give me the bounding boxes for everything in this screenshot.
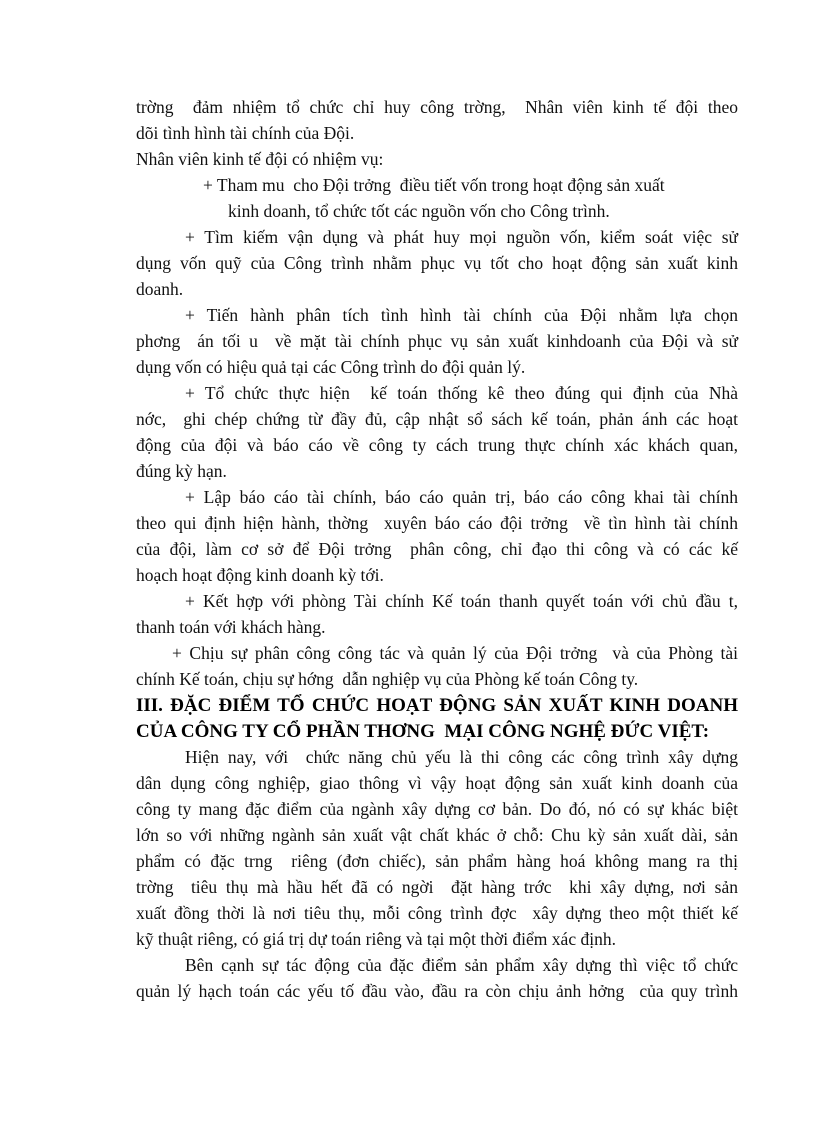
paragraph-line: Hiện nay, với chức năng chủ yếu là thi công các công trình xây dựng [185,747,738,767]
duty-line: đúng kỳ hạn. [136,461,227,481]
duty-line: + Tham mu cho Đội trởng điều tiết vốn trong hoạt động sản xuất [203,175,665,195]
duty-line: doanh. [136,279,184,299]
section-heading: CỦA CÔNG TY CỔ PHẦN THƠNG MẠI CÔNG NGHỆ ĐỨC VIỆT: [136,721,710,742]
duty-line: động của đội và báo cáo về công ty cách trung thực chính xác khách quan, [136,435,738,455]
duty-line: + Tổ chức thực hiện kế toán thống kê theo đúng qui định của Nhà [185,383,738,403]
section-heading: III. ĐẶC ĐIỂM TỔ CHỨC HOẠT ĐỘNG SẢN XUẤT KINH DOANH [136,695,738,716]
paragraph-line: công ty mang đặc điểm của ngành xây dựng cơ bản. Do đó, nó có sự khác biệt [136,799,738,819]
duty-line: + Lập báo cáo tài chính, báo cáo quản trị, báo cáo công khai tài chính [185,487,738,507]
duty-line: + Tìm kiếm vận dụng và phát huy mọi nguồn vốn, kiểm soát việc sử [185,227,738,247]
duty-line: của đội, làm cơ sở để Đội trởng phân công, chỉ đạo thi công và có các kế [136,539,738,559]
paragraph-line: dân dụng công nghiệp, giao thông vì vậy hoạt động sản xuất kinh doanh của [136,773,738,793]
paragraph-line: quản lý hạch toán các yếu tố đầu vào, đầu ra còn chịu ảnh hởng của quy trình [136,981,738,1001]
duties-intro: Nhân viên kinh tế đội có nhiệm vụ: [136,149,384,169]
duty-line: nớc, ghi chép chứng từ đầy đủ, cập nhật sổ sách kế toán, phản ánh các hoạt [136,409,738,429]
duty-line: + Chịu sự phân công công tác và quản lý của Đội trởng và của Phòng tài [172,643,738,663]
duty-line: hoạch hoạt động kinh doanh kỳ tới. [136,565,384,585]
paragraph-line: phẩm có đặc trng riêng (đơn chiếc), sản phẩm hàng hoá không mang ra thị [136,851,738,871]
intro-line: dõi tình hình tài chính của Đội. [136,123,355,143]
paragraph-line: lớn so với những ngành sản xuất vật chất khác ở chỗ: Chu kỳ sản xuất dài, sản [136,825,738,845]
paragraph-line: kỹ thuật riêng, có giá trị dự toán riêng và tại một thời điểm xác định. [136,929,616,949]
paragraph-line: xuất đồng thời là nơi tiêu thụ, mỗi công trình đợc xây dựng theo một thiết kế [136,903,738,923]
duty-line: dụng vốn có hiệu quả tại các Công trình do đội quản lý. [136,357,526,377]
duty-line: thanh toán với khách hàng. [136,617,326,637]
paragraph-line: Bên cạnh sự tác động của đặc điểm sản phẩm xây dựng thì việc tổ chức [185,955,738,975]
duty-line: phơng án tối u về mặt tài chính phục vụ sản xuất kinhdoanh của Đội và sử [136,331,738,351]
duty-line: + Kết hợp với phòng Tài chính Kế toán thanh quyết toán với chủ đầu t, [185,591,738,611]
intro-line: trờng đảm nhiệm tổ chức chỉ huy công trờng, Nhân viên kinh tế đội theo [136,97,738,117]
paragraph-line: trờng tiêu thụ mà hầu hết đã có ngời đặt hàng trớc khi xây dựng, nơi sản [136,877,738,897]
duty-line: chính Kế toán, chịu sự hớng dẫn nghiệp vụ của Phòng kế toán Công ty. [136,669,639,689]
duty-line: dụng vốn quỹ của Công trình nhằm phục vụ tốt cho hoạt động sản xuất kinh [136,253,738,273]
duty-line: theo qui định hiện hành, thờng xuyên báo cáo đội trởng về tìn hình tài chính [136,513,738,533]
duty-line: + Tiến hành phân tích tình hình tài chính của Đội nhằm lựa chọn [185,305,738,325]
duty-line: kinh doanh, tổ chức tốt các nguồn vốn cho Công trình. [228,201,610,221]
